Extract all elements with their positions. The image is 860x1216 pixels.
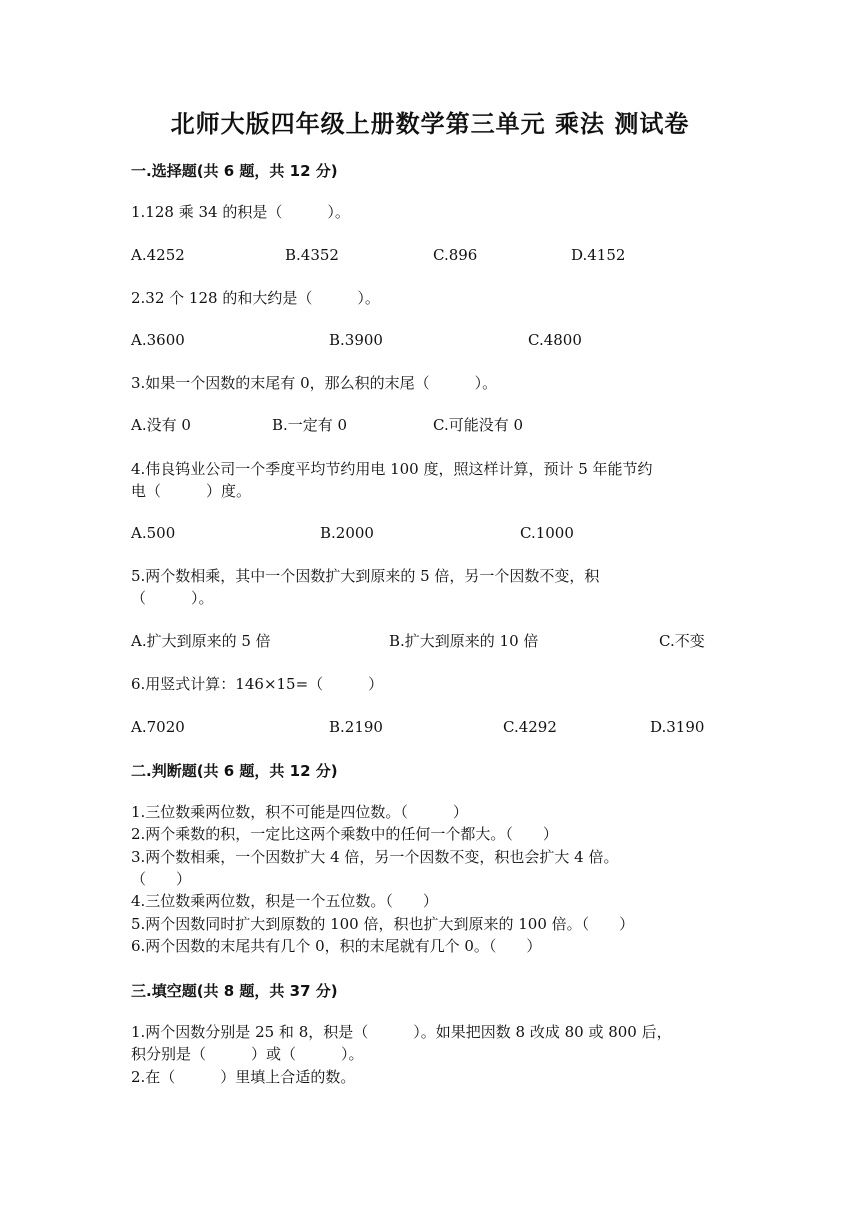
option-5-b: B.扩大到原来的 10 倍 bbox=[389, 632, 539, 650]
section-heading-judgment: 二.判断题(共 6 题，共 12 分) bbox=[131, 762, 338, 780]
option-1-d: D.4152 bbox=[571, 246, 626, 264]
fill-item-1-line-2: 积分别是（ ）或（ ）。 bbox=[131, 1045, 364, 1063]
question-6: 6.用竖式计算：146×15=（ ） bbox=[131, 675, 384, 693]
option-1-a: A.4252 bbox=[131, 246, 185, 264]
option-4-c: C.1000 bbox=[520, 524, 574, 542]
option-2-c: C.4800 bbox=[528, 331, 582, 349]
judgment-item-3: 3.两个数相乘，一个因数扩大 4 倍，另一个因数不变，积也会扩大 4 倍。 bbox=[131, 848, 619, 866]
judgment-item-4: 4.三位数乘两位数，积是一个五位数。（ ） bbox=[131, 892, 438, 910]
option-3-a: A.没有 0 bbox=[131, 416, 191, 434]
question-5-line-2: （ ）。 bbox=[131, 589, 214, 607]
option-2-a: A.3600 bbox=[131, 331, 185, 349]
option-1-c: C.896 bbox=[433, 246, 478, 264]
option-6-c: C.4292 bbox=[503, 718, 557, 736]
fill-item-2: 2.在（ ）里填上合适的数。 bbox=[131, 1068, 356, 1086]
judgment-item-2: 2.两个乘数的积，一定比这两个乘数中的任何一个都大。（ ） bbox=[131, 825, 558, 843]
option-3-c: C.可能没有 0 bbox=[433, 416, 524, 434]
option-3-b: B.一定有 0 bbox=[272, 416, 348, 434]
option-6-d: D.3190 bbox=[650, 718, 705, 736]
section-heading-choice: 一.选择题(共 6 题，共 12 分) bbox=[131, 162, 338, 180]
option-6-a: A.7020 bbox=[131, 718, 185, 736]
option-5-c: C.不变 bbox=[659, 632, 705, 650]
question-3: 3.如果一个因数的末尾有 0，那么积的末尾（ ）。 bbox=[131, 374, 498, 392]
option-4-a: A.500 bbox=[131, 524, 176, 542]
judgment-item-1: 1.三位数乘两位数，积不可能是四位数。（ ） bbox=[131, 803, 468, 821]
section-heading-fill: 三.填空题(共 8 题，共 37 分) bbox=[131, 982, 338, 1000]
question-5-line-1: 5.两个数相乘，其中一个因数扩大到原来的 5 倍，另一个因数不变，积 bbox=[131, 567, 600, 585]
judgment-item-6: 6.两个因数的末尾共有几个 0，积的末尾就有几个 0。（ ） bbox=[131, 937, 542, 955]
question-4-line-2: 电（ ）度。 bbox=[131, 482, 252, 500]
option-1-b: B.4352 bbox=[285, 246, 339, 264]
fill-item-1-line-1: 1.两个因数分别是 25 和 8，积是（ ）。如果把因数 8 改成 80 或 800 后， bbox=[131, 1023, 672, 1041]
judgment-item-5: 5.两个因数同时扩大到原数的 100 倍，积也扩大到原来的 100 倍。（ ） bbox=[131, 915, 635, 933]
page-title: 北师大版四年级上册数学第三单元 乘法 测试卷 bbox=[170, 110, 690, 138]
judgment-item-3-cont: （ ） bbox=[131, 870, 192, 888]
question-1: 1.128 乘 34 的积是（ ）。 bbox=[131, 203, 350, 221]
option-5-a: A.扩大到原来的 5 倍 bbox=[131, 632, 271, 650]
option-2-b: B.3900 bbox=[329, 331, 383, 349]
question-4-line-1: 4.伟良钨业公司一个季度平均节约用电 100 度，照这样计算，预计 5 年能节约 bbox=[131, 460, 653, 478]
question-2: 2.32 个 128 的和大约是（ ）。 bbox=[131, 289, 380, 307]
option-4-b: B.2000 bbox=[320, 524, 374, 542]
option-6-b: B.2190 bbox=[329, 718, 383, 736]
